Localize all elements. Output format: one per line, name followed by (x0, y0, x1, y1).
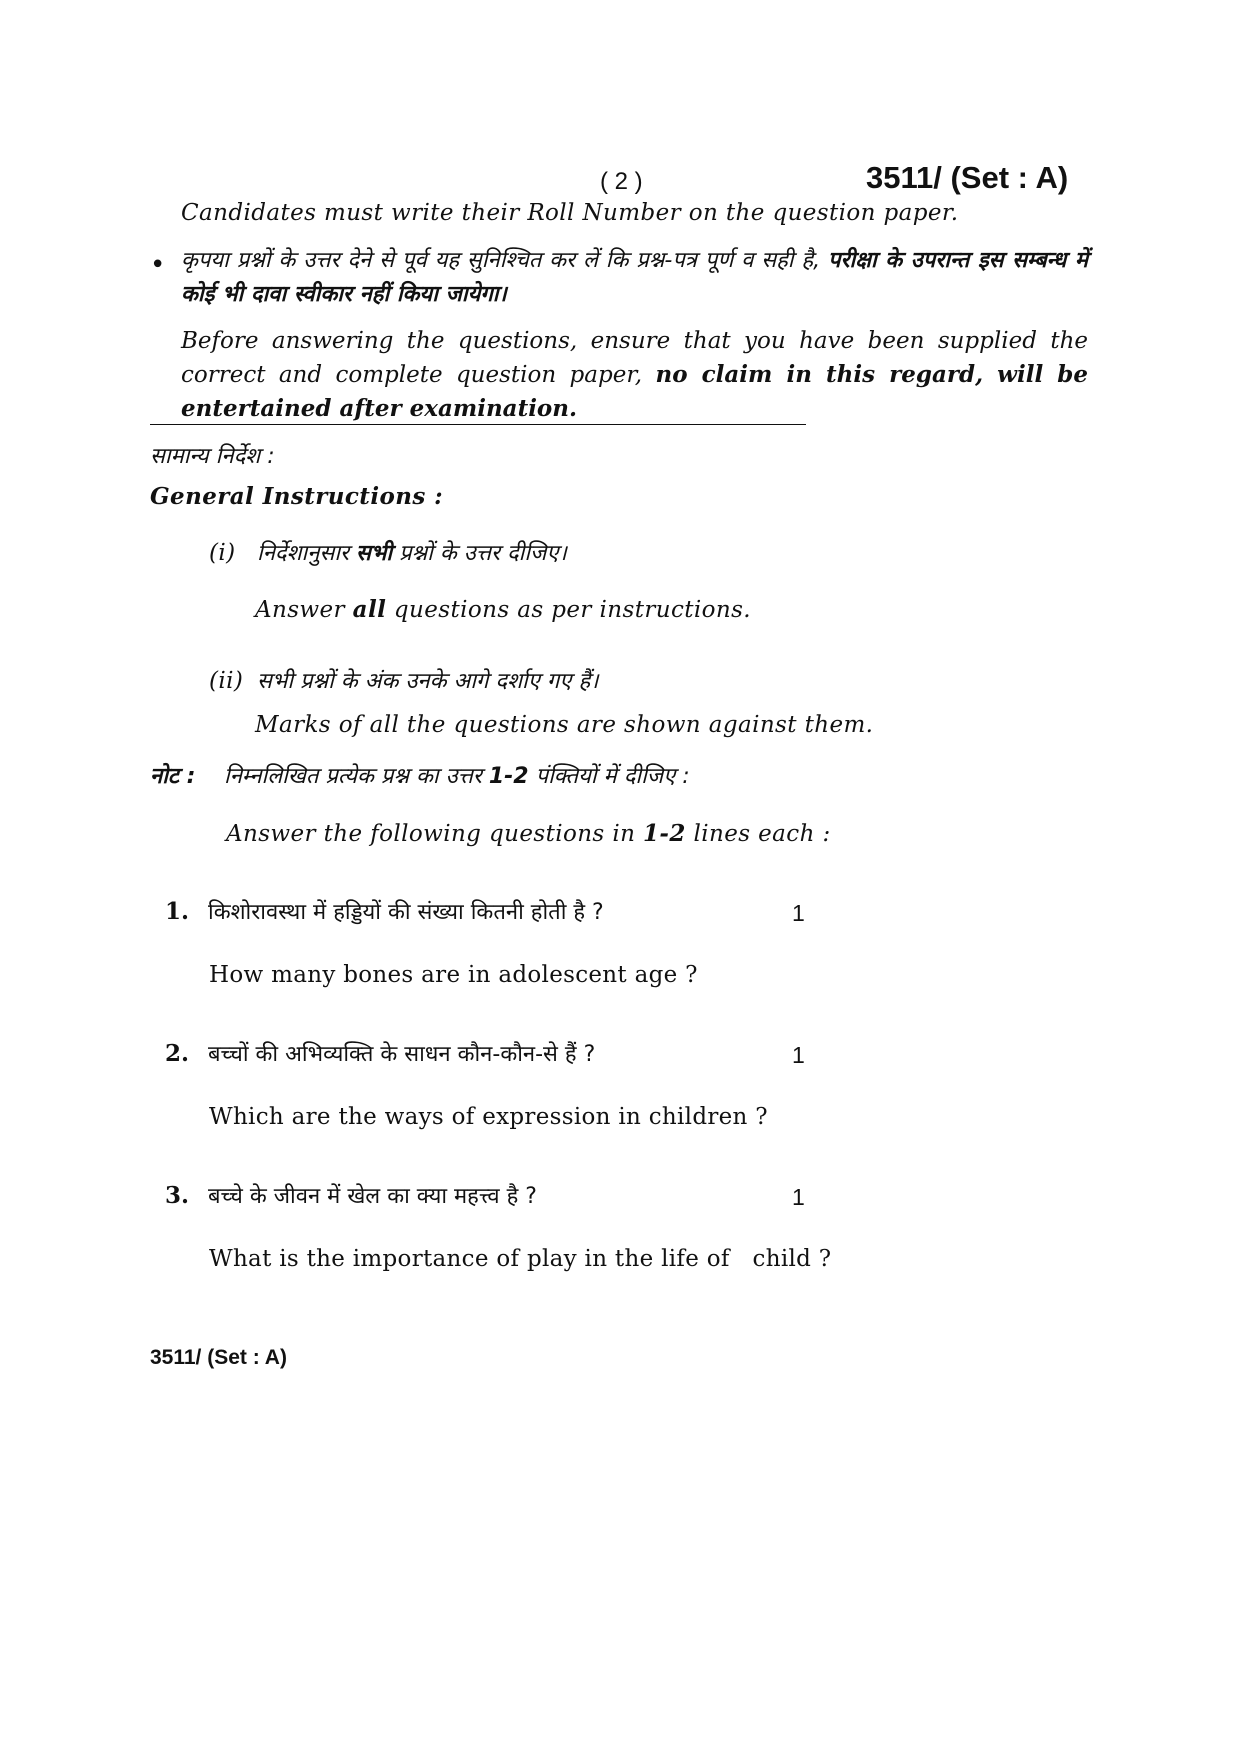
instructions-heading-english: General Instructions : (150, 483, 443, 510)
question-1-english: How many bones are in adolescent age ? (209, 962, 698, 988)
note-hindi-a: निम्नलिखित प्रत्येक प्रश्न का उत्तर (224, 764, 489, 789)
instruction-1-number: (i) (209, 540, 236, 566)
question-3-hindi: बच्चे के जीवन में खेल का क्या महत्त्व है ? (208, 1184, 537, 1209)
ensure-notice-english-text: Before answering the questions, ensure that you have been supplied the correct and complete question paper, (181, 328, 1088, 388)
instruction-2-english: Marks of all the questions are shown against them. (255, 712, 874, 738)
question-2-marks: 1 (792, 1042, 805, 1068)
bullet-icon: • (150, 250, 166, 280)
instruction-1-english (255, 596, 751, 623)
note-english-b: lines each : (685, 821, 831, 847)
question-1-hindi: किशोरावस्था में हड्डियों की संख्या कितनी होती है ? (208, 900, 604, 925)
instruction-1-english-a: Answer (255, 597, 353, 623)
instruction-1-english-b: questions as per instructions. (386, 597, 751, 623)
instruction-1-hindi-a: निर्देशानुसार (257, 541, 357, 566)
note-label: नोट : (150, 764, 196, 789)
question-3-english: What is the importance of play in the life of child ? (209, 1246, 832, 1272)
instructions-heading-hindi: सामान्य निर्देश : (150, 444, 275, 469)
section-divider (150, 424, 806, 425)
instruction-1-hindi-bold: सभी (356, 541, 393, 566)
question-2-hindi: बच्चों की अभिव्यक्ति के साधन कौन-कौन-से हैं ? (208, 1042, 596, 1067)
instruction-1-hindi (257, 537, 567, 567)
note-english (226, 820, 831, 847)
roll-number-notice: Candidates must write their Roll Number on the question paper. (181, 200, 959, 226)
ensure-notice-hindi-bold: परीक्षा के उपरान्त इस सम्बन्ध में कोई भी दावा स्वीकार नहीं किया जायेगा। (181, 248, 1089, 307)
question-2-number: 2. (165, 1040, 190, 1067)
instruction-1-english-bold: all (352, 596, 387, 623)
note-english-a: Answer the following questions in (226, 821, 644, 847)
ensure-notice-english (181, 324, 1088, 426)
question-1-number: 1. (165, 898, 190, 925)
question-3-marks: 1 (792, 1184, 805, 1210)
note-hindi (224, 760, 690, 790)
question-2-english: Which are the ways of expression in children ? (209, 1104, 768, 1130)
ensure-notice-hindi-text: कृपया प्रश्नों के उत्तर देने से पूर्व यह सुनिश्चित कर लें कि प्रश्न-पत्र पूर्ण व सही है, (181, 248, 828, 273)
note-hindi-bold: 1-2 (488, 764, 529, 789)
ensure-notice-english-bold: no claim in this regard, will be entertained after examination. (181, 361, 1088, 422)
ensure-notice-hindi (181, 244, 1088, 312)
page-number: ( 2 ) (600, 168, 643, 195)
paper-code-footer: 3511/ (Set : A) (150, 1346, 287, 1369)
question-1-marks: 1 (792, 900, 805, 926)
question-3-number: 3. (165, 1182, 190, 1209)
instruction-1-hindi-b: प्रश्नों के उत्तर दीजिए। (392, 541, 567, 566)
instruction-2-number: (ii) (209, 668, 244, 694)
note-english-bold: 1-2 (643, 820, 686, 847)
note-hindi-b: पंक्तियों में दीजिए : (528, 764, 690, 789)
instruction-2-hindi: सभी प्रश्नों के अंक उनके आगे दर्शाए गए हैं। (257, 669, 599, 694)
paper-code-header: 3511/ (Set : A) (866, 160, 1069, 195)
